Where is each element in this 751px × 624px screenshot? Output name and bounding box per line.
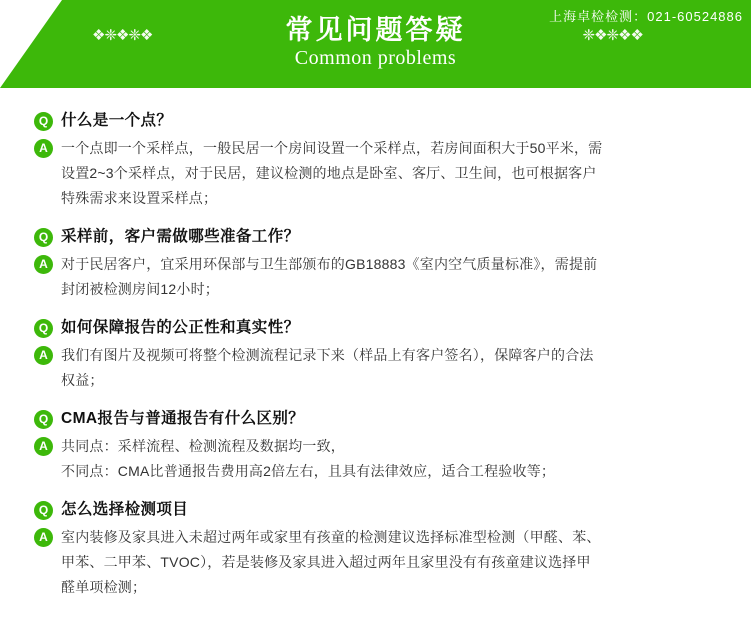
faq-item (34, 110, 725, 211)
page-title-cn: 常见问题答疑 (285, 15, 466, 45)
answer-line: 共同点：采样流程、检测流程及数据均一致， (61, 438, 345, 454)
faq-item (34, 408, 725, 484)
ornament-left-icon: ❖❈❖❈❖ (92, 27, 153, 44)
answer-line: 一个点即一个采样点，一般民居一个房间设置一个采样点，若房间面积大于50平米，需 (61, 140, 603, 156)
answer-line: 不同点：CMA比普通报告费用高2倍左右，且具有法律效应，适合工程验收等； (61, 463, 556, 479)
faq-question-row (34, 499, 725, 521)
answer-badge-icon: A (34, 528, 53, 547)
answer-line: 封闭被检测房间12小时； (61, 281, 219, 297)
answer-line: 特殊需求来设置采样点； (61, 190, 218, 206)
faq-question-row (34, 408, 725, 430)
question-badge-icon: Q (34, 112, 53, 131)
answer-line: 室内装修及家具进入未超过两年或家里有孩童的检测建议选择标准型检测（甲醛、苯、 (61, 529, 601, 545)
faq-question-text: 采样前，客户需做哪些准备工作？ (61, 228, 300, 245)
faq-answer-row (34, 434, 725, 484)
question-badge-icon: Q (34, 410, 53, 429)
faq-answer-text (61, 136, 602, 211)
answer-badge-icon: A (34, 346, 53, 365)
faq-item (34, 317, 725, 393)
faq-question-row (34, 110, 725, 132)
faq-answer-text (61, 252, 597, 302)
answer-line: 甲苯、二甲苯、TVOC），若是装修及家具进入超过两年且家里没有有孩童建议选择甲 (61, 554, 591, 570)
faq-question-text: 什么是一个点？ (61, 112, 173, 129)
faq-answer-row (34, 525, 725, 600)
answer-line: 我们有图片及视频可将整个检测流程记录下来（样品上有客户签名），保障客户的合法 (61, 347, 594, 363)
answer-badge-icon: A (34, 437, 53, 456)
faq-answer-text (61, 434, 555, 484)
answer-line: 设置2~3个采样点，对于民居，建议检测的地点是卧室、客厅、卫生间，也可根据客户 (61, 165, 597, 181)
faq-answer-row (34, 136, 725, 211)
faq-answer-row (34, 252, 725, 302)
company-contact-tag: 上海卓检检测：021-60524886 (549, 9, 743, 24)
question-badge-icon: Q (34, 319, 53, 338)
answer-badge-icon: A (34, 255, 53, 274)
ornament-right-icon: ❈❖❈❖❖ (582, 27, 643, 44)
faq-item (34, 226, 725, 302)
page-title-en: Common problems (294, 47, 457, 69)
answer-line: 权益； (61, 372, 104, 388)
faq-item (34, 499, 725, 600)
faq-question-row (34, 226, 725, 248)
faq-answer-row (34, 343, 725, 393)
page-title (286, 14, 466, 70)
faq-question-text: 如何保障报告的公正性和真实性？ (61, 319, 300, 336)
question-badge-icon: Q (34, 501, 53, 520)
faq-answer-text (61, 343, 594, 393)
answer-badge-icon: A (34, 139, 53, 158)
faq-question-text: 怎么选择检测项目 (61, 501, 189, 518)
question-badge-icon: Q (34, 228, 53, 247)
banner-title-area (0, 0, 751, 88)
answer-line: 对于民居客户，宜采用环保部与卫生部颁布的GB18883《室内空气质量标准》，需提前 (61, 256, 598, 272)
faq-list (0, 88, 751, 600)
answer-line: 醛单项检测； (61, 579, 147, 595)
faq-question-row (34, 317, 725, 339)
page-banner (0, 0, 751, 88)
faq-question-text: CMA报告与普通报告有什么区别？ (61, 410, 305, 427)
faq-answer-text (61, 525, 601, 600)
